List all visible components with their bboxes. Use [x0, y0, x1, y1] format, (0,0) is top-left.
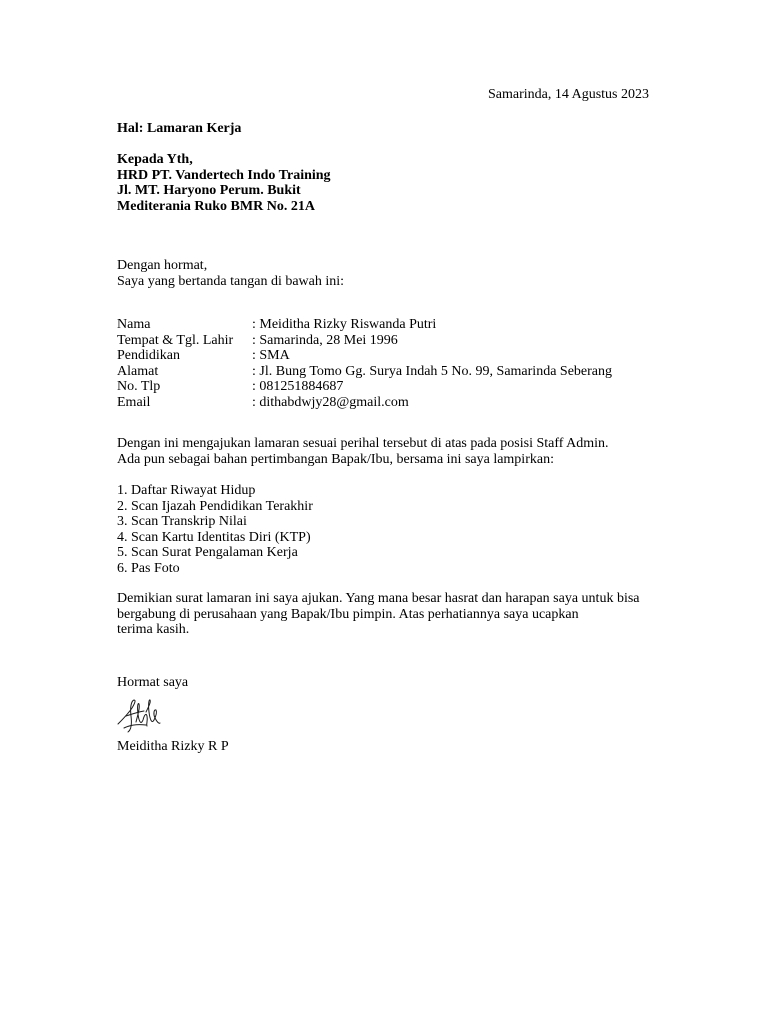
attachment-item: 2. Scan Ijazah Pendidikan Terakhir: [117, 498, 313, 514]
info-value: : Samarinda, 28 Mei 1996: [252, 332, 398, 348]
signer-name: Meiditha Rizky R P: [117, 739, 229, 754]
info-value: : Jl. Bung Tomo Gg. Surya Indah 5 No. 99, Samarinda Seberang: [252, 363, 612, 379]
recipient-line: HRD PT. Vandertech Indo Training: [117, 167, 331, 183]
info-label: Pendidikan: [117, 348, 180, 364]
info-label: Alamat: [117, 363, 159, 379]
recipient-line: Kepada Yth,: [117, 152, 193, 167]
application-paragraph: [117, 436, 609, 467]
handwritten-signature-icon: [116, 694, 162, 736]
attachment-list: [117, 483, 313, 577]
attachment-item: 5. Scan Surat Pengalaman Kerja: [117, 545, 298, 561]
info-value: : dithabdwjy28@gmail.com: [252, 395, 409, 410]
paragraph-line: Ada pun sebagai bahan pertimbangan Bapak/Ibu, bersama ini saya lampirkan:: [117, 451, 554, 467]
intro-text: Saya yang bertanda tangan di bawah ini:: [117, 273, 345, 289]
attachment-item: 6. Pas Foto: [117, 560, 180, 576]
recipient-block: [117, 152, 331, 214]
opening-block: [117, 258, 344, 289]
attachment-item: 3. Scan Transkrip Nilai: [117, 514, 247, 530]
recipient-line: Mediterania Ruko BMR No. 21A: [117, 198, 315, 214]
info-value: : SMA: [252, 348, 290, 364]
paragraph-line: terima kasih.: [117, 622, 190, 638]
info-label: Nama: [117, 317, 151, 332]
sign-off: Hormat saya: [117, 675, 189, 690]
letter-subject: Hal: Lamaran Kerja: [117, 121, 242, 136]
closing-paragraph: [117, 591, 640, 638]
paragraph-line: bergabung di perusahaan yang Bapak/Ibu pimpin. Atas perhatiannya saya ucapkan: [117, 606, 579, 622]
greeting: Dengan hormat,: [117, 258, 208, 273]
attachment-item: 1. Daftar Riwayat Hidup: [117, 483, 256, 498]
recipient-line: Jl. MT. Haryono Perum. Bukit: [117, 183, 301, 199]
letter-date: Samarinda, 14 Agustus 2023: [488, 87, 649, 102]
info-label: No. Tlp: [117, 379, 161, 395]
paragraph-line: Demikian surat lamaran ini saya ajukan. Yang mana besar hasrat dan harapan saya untuk bisa: [117, 591, 640, 606]
paragraph-line: Dengan ini mengajukan lamaran sesuai perihal tersebut di atas pada posisi Staff Admin.: [117, 436, 609, 451]
attachment-item: 4. Scan Kartu Identitas Diri (KTP): [117, 529, 311, 545]
info-label: Email: [117, 395, 151, 410]
info-label: Tempat & Tgl. Lahir: [117, 332, 234, 348]
info-value: : Meiditha Rizky Riswanda Putri: [252, 317, 437, 332]
info-value: : 081251884687: [252, 379, 344, 395]
